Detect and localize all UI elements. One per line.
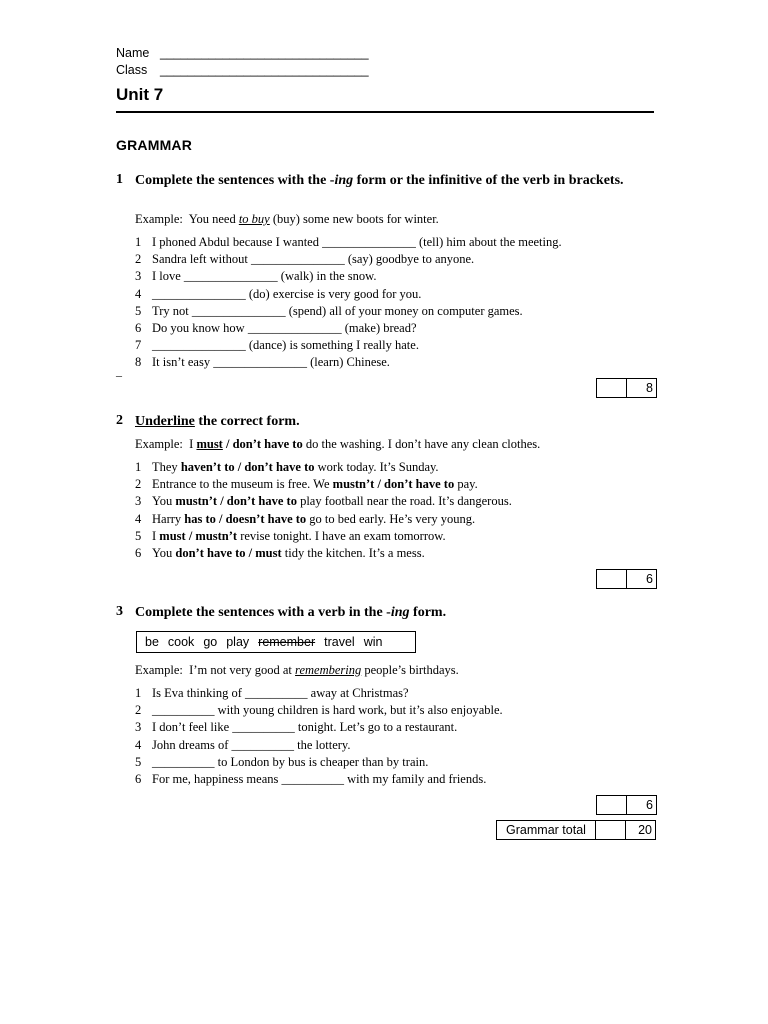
score-input[interactable] <box>597 796 627 814</box>
list-item[interactable]: 2 Sandra left without _______________ (say) goodbye to anyone. <box>135 252 475 267</box>
list-item[interactable]: 2 Entrance to the museum is free. We mustn’t / don’t have to pay. <box>135 477 478 492</box>
class-label: Class <box>116 63 148 77</box>
unit-title: Unit 7 <box>116 85 164 104</box>
exercise-1-score-box <box>596 378 657 398</box>
list-item[interactable]: 1 They haven’t to / don’t have to work today. It’s Sunday. <box>135 460 439 474</box>
name-label: Name <box>116 46 150 60</box>
list-item[interactable]: 2 __________ with young children is hard work, but it’s also enjoyable. <box>135 703 503 718</box>
list-item[interactable]: 4 _______________ (do) exercise is very good for you. <box>135 286 422 301</box>
stray-mark: – <box>116 368 122 382</box>
list-item[interactable]: 6 You don’t have to / must tidy the kitchen. It’s a mess. <box>135 545 425 560</box>
word-box-item: win <box>363 635 383 649</box>
exercise-2-number: 2 <box>116 413 123 428</box>
score-max: 6 <box>646 798 653 812</box>
word-box-item: play <box>226 635 250 649</box>
list-item[interactable]: 8 It isn’t easy _______________ (learn) Chinese. <box>135 355 390 370</box>
exercise-3-number: 3 <box>116 604 123 619</box>
section-title: GRAMMAR <box>116 137 193 153</box>
list-item[interactable]: 4 Harry has to / doesn’t have to go to bed early. He’s very young. <box>135 511 476 526</box>
list-item[interactable]: 3 You mustn’t / don’t have to play football near the road. It’s dangerous. <box>135 494 512 509</box>
list-item[interactable]: 5 __________ to London by bus is cheaper than by train. <box>135 754 429 769</box>
exercise-2-items <box>135 459 655 562</box>
grammar-total-input[interactable] <box>596 821 626 839</box>
list-item[interactable]: 6 For me, happiness means __________ with my family and friends. <box>135 771 487 786</box>
word-box-item: go <box>203 635 218 649</box>
word-box <box>136 631 416 653</box>
exercise-1-instruction: Complete the sentences with the -ing form or the infinitive of the verb in brackets. <box>135 173 624 188</box>
list-item[interactable]: 7 _______________ (dance) is something I really hate. <box>135 338 419 353</box>
word-box-item: be <box>145 635 159 649</box>
exercise-3-score-box <box>596 795 657 815</box>
score-input[interactable] <box>597 570 627 588</box>
score-max: 6 <box>646 572 653 586</box>
name-line[interactable]: ______________________________ <box>160 46 369 60</box>
exercise-2-example: Example: I must / don’t have to do the washing. I don’t have any clean clothes. <box>135 437 541 451</box>
list-item[interactable]: 6 Do you know how _______________ (make) bread? <box>135 320 417 335</box>
list-item[interactable]: 4 John dreams of __________ the lottery. <box>135 737 351 752</box>
exercise-3-items <box>135 685 655 788</box>
class-line[interactable]: ______________________________ <box>160 63 369 77</box>
list-item[interactable]: 3 I love _______________ (walk) in the snow. <box>135 269 377 284</box>
exercise-1-items <box>135 234 655 372</box>
grammar-total-max: 20 <box>638 823 652 837</box>
exercise-2-instruction: Underline the correct form. <box>135 414 300 429</box>
exercise-2-score-box <box>596 569 657 589</box>
exercise-1-example: Example: You need to buy (buy) some new boots for winter. <box>135 212 439 226</box>
grammar-total-box <box>496 820 656 840</box>
list-item[interactable]: 1 I phoned Abdul because I wanted _______________ (tell) him about the meeting. <box>135 235 562 249</box>
list-item[interactable]: 1 Is Eva thinking of __________ away at Christmas? <box>135 686 409 700</box>
word-box-item: cook <box>167 635 195 649</box>
score-max: 8 <box>646 381 653 395</box>
header-rule <box>116 111 654 113</box>
exercise-3-instruction: Complete the sentences with a verb in the -ing form. <box>135 605 447 620</box>
exercise-3-example: Example: I’m not very good at remembering people’s birthdays. <box>135 663 459 677</box>
list-item[interactable]: 5 I must / mustn’t revise tonight. I have an exam tomorrow. <box>135 528 446 543</box>
word-box-item: travel <box>324 635 355 649</box>
exercise-1-number: 1 <box>116 172 123 187</box>
word-box-item-struck: remember <box>258 635 316 649</box>
score-input[interactable] <box>597 379 627 397</box>
list-item[interactable]: 5 Try not _______________ (spend) all of your money on computer games. <box>135 303 523 318</box>
grammar-total-label: Grammar total <box>497 821 596 839</box>
list-item[interactable]: 3 I don’t feel like __________ tonight. Let’s go to a restaurant. <box>135 720 458 735</box>
